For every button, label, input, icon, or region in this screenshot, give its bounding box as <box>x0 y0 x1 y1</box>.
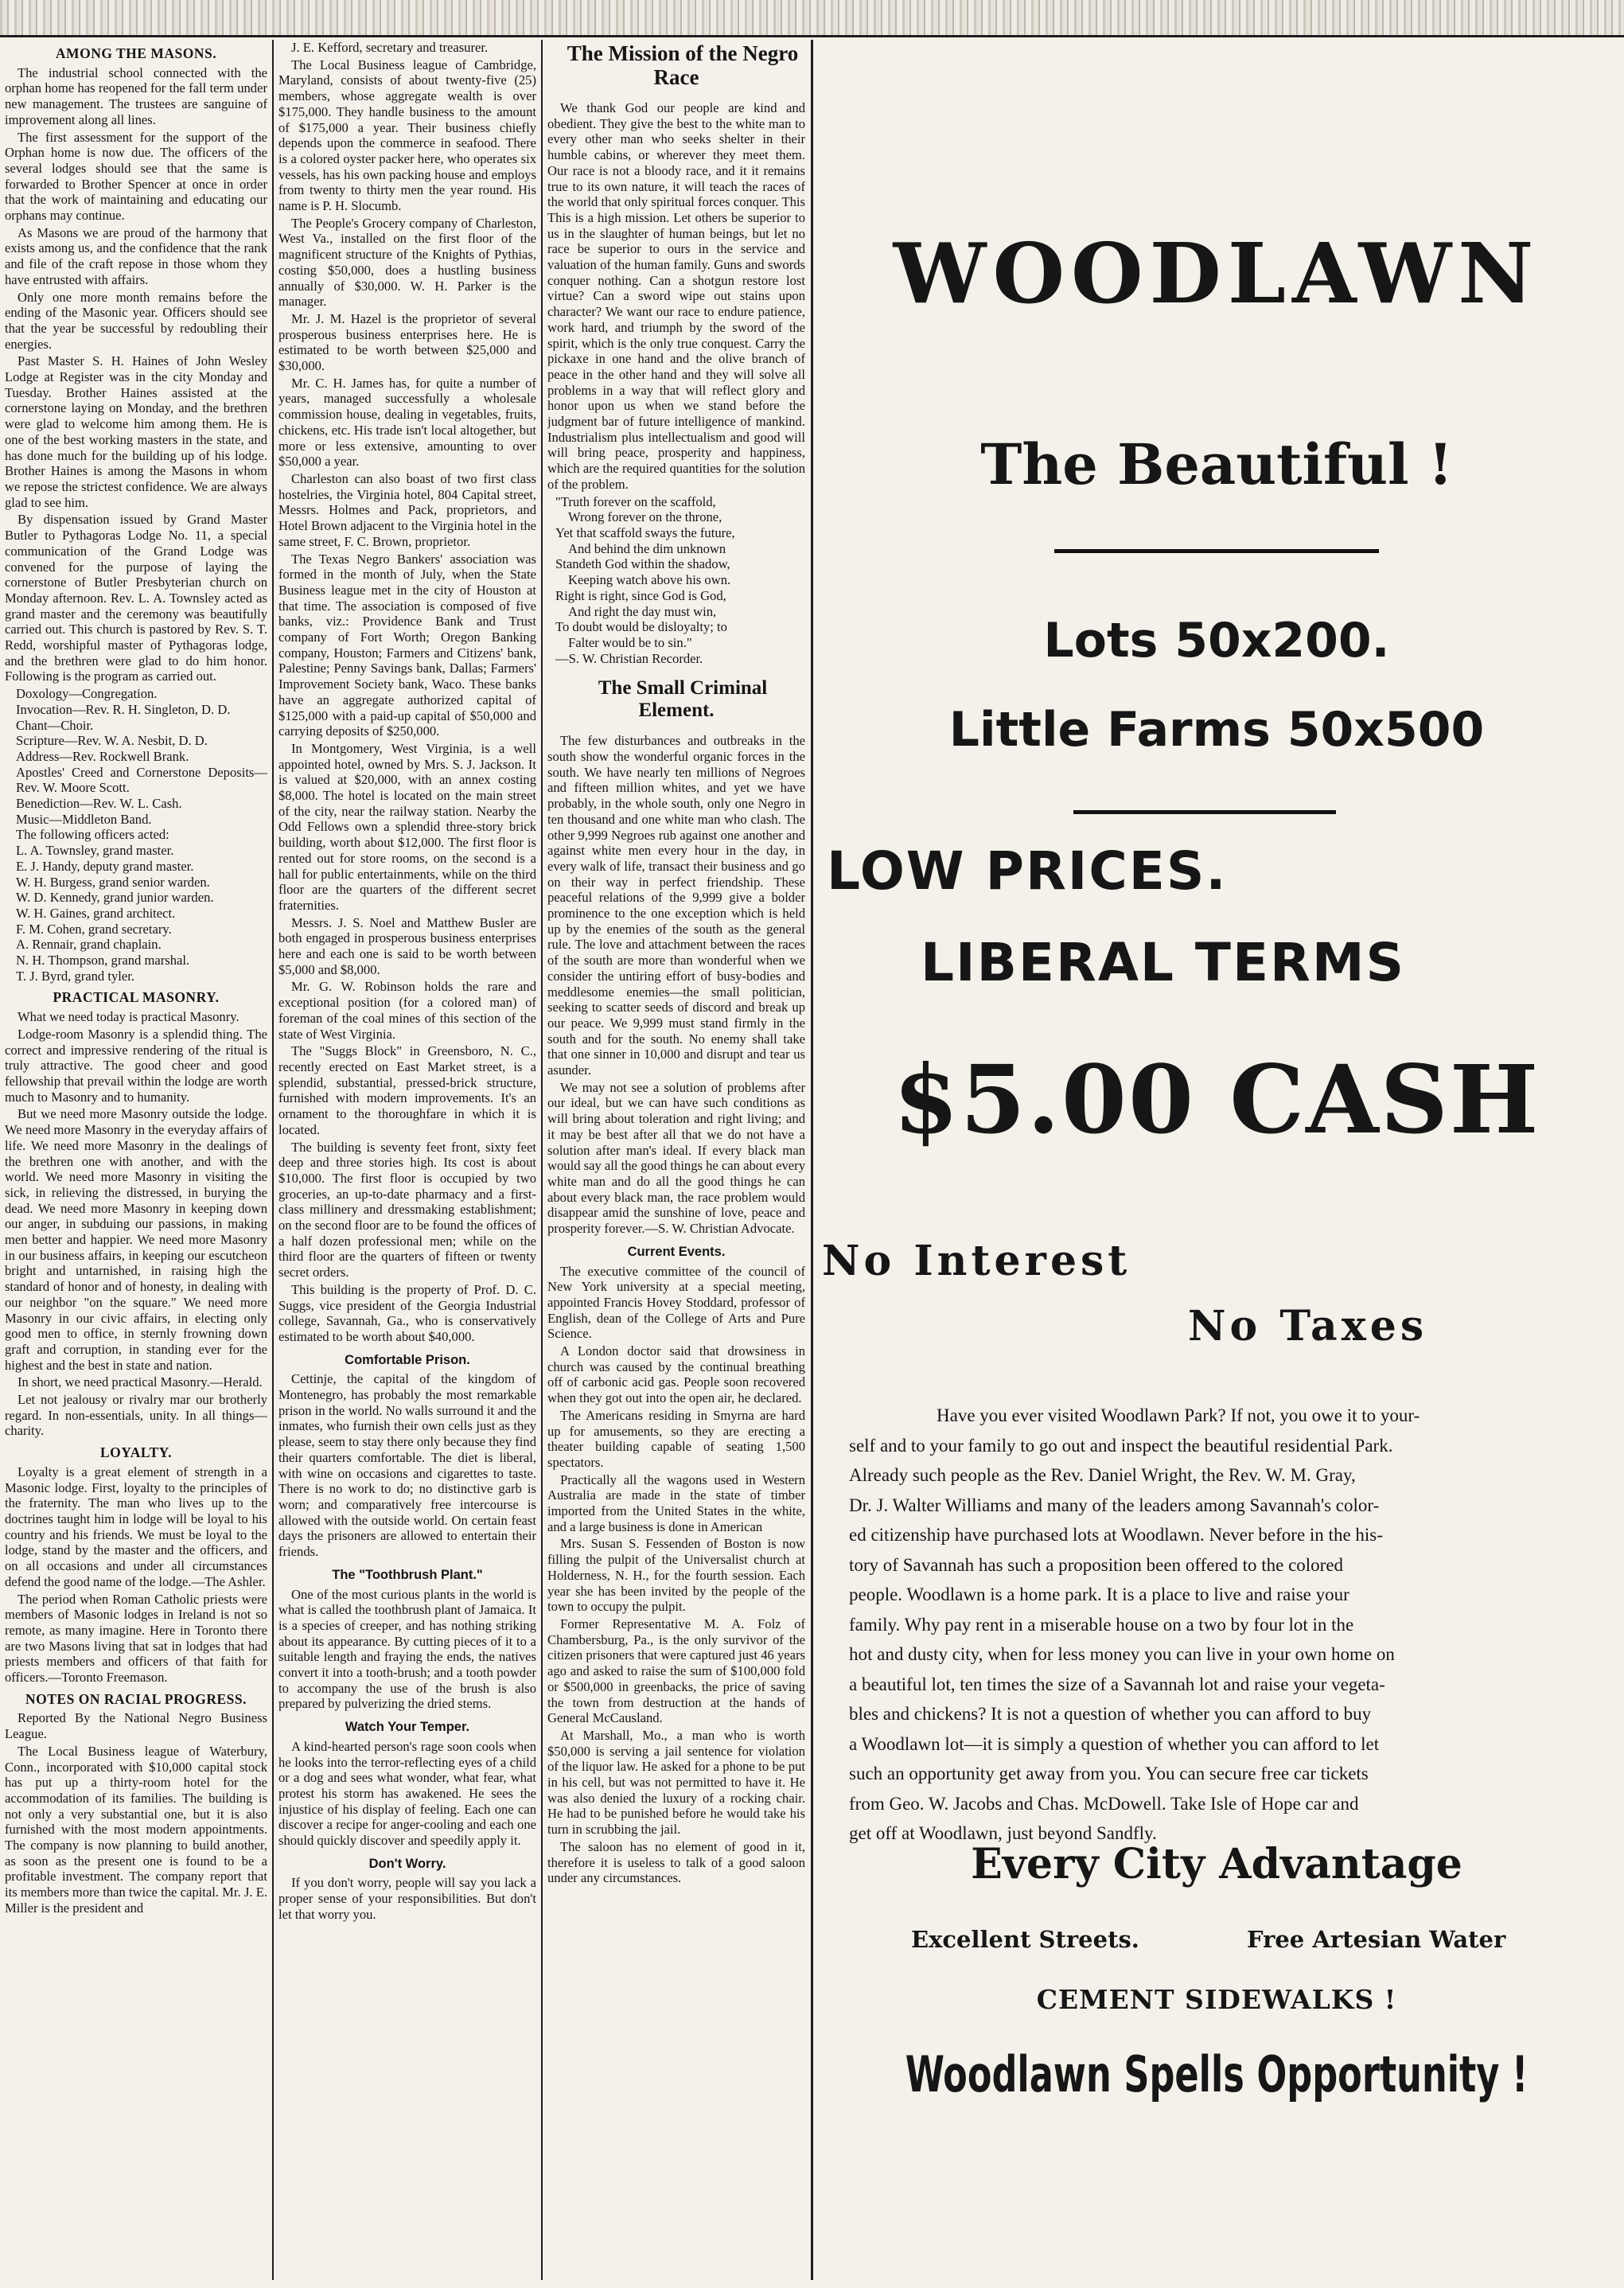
ad-every-city-advantage: Every City Advantage <box>971 1840 1462 1888</box>
article-paragraph: Reported By the National Negro Business League. <box>5 1710 267 1742</box>
article-headline: Watch Your Temper. <box>345 1720 470 1735</box>
article-paragraph: If you don't worry, people will say you lack a proper sense of your responsibilities. But don't let that worry you. <box>278 1875 536 1922</box>
article-paragraph: What we need today is practical Masonry. <box>18 1009 240 1025</box>
ad-spells-opportunity: Woodlawn Spells Opportunity ! <box>905 2045 1529 2103</box>
ad-body-line: get off at Woodlawn, just beyond Sandfly. <box>849 1823 1157 1843</box>
article-paragraph: The Local Business league of Waterbury, Conn., incorporated with $10,000 capital stock has put up a thirty-room hotel for the accommodation of its families. The building is not only a very substantial one, but it is also furnished with the most modern appointments. The company is now planning to build another, as soon as the present one is found to be a profitable investment. The company report that its members more than twice the capital. Mr. J. E. Miller is the president and <box>5 1743 267 1916</box>
ad-body-text <box>849 1401 1597 1849</box>
article-paragraph: The People's Grocery company of Charleston, West Va., installed on the first floor of the magnificent structure of the Knights of Pythias, costing $50,000, does a hustling business annually of $30,000. W. H. Parker is the manager. <box>278 215 536 310</box>
article-paragraph: This building is the property of Prof. D. C. Suggs, vice president of the Georgia Industrial college, Savannah, Ga., who is conservatively estimated to be worth about $40,000. <box>278 1281 536 1344</box>
article-paragraph: In Montgomery, West Virginia, is a well appointed hotel, owned by Mrs. S. J. Jackson. It is valued at $20,000, with an annex costing $8,000. The hotel is located on the main street of the city, near the railway station. Nearby the Odd Fellows own a splendid three-story brick building, worth about $12,000. The first floor is rented out for store rooms, on the second is a hall for public entertainments, while on the third floor are the quarters of the different secret fraternities. <box>278 740 536 913</box>
ad-body-line: people. Woodlawn is a home park. It is a place to live and raise your <box>849 1584 1349 1604</box>
poem-line: Yet that scaffold sways the future, <box>555 524 735 540</box>
article-headline: NOTES ON RACIAL PROGRESS. <box>25 1690 247 1707</box>
ad-cement-sidewalks: CEMENT SIDEWALKS ! <box>1036 1984 1397 2015</box>
ad-body-line: ed citizenship have purchased lots at Woodlawn. Never before in the his- <box>849 1525 1383 1545</box>
poem-line: To doubt would be disloyalty; to <box>555 619 727 635</box>
ad-subtitle: The Beautiful ! <box>980 431 1453 497</box>
article-paragraph: The first assessment for the support of the Orphan home is now due. The officers of the several lodges should see that the same is forwarded to Brother Spencer at once in order that the work of maintaining and educating our orphans may continue. <box>5 129 267 224</box>
top-rule <box>0 35 1624 37</box>
poem-quote <box>547 494 805 667</box>
list-item: Chant—Choir. <box>16 717 94 733</box>
poem-line: —S. W. Christian Recorder. <box>555 650 703 666</box>
article-headline: Comfortable Prison. <box>345 1352 470 1367</box>
ad-low-prices: LOW PRICES. <box>827 840 1228 902</box>
list-item: W. H. Gaines, grand architect. <box>16 905 176 921</box>
article-paragraph: The few disturbances and outbreaks in the south show the wonderful organic forces in the south. We have nearly ten millions of Negroes and fifteen million whites, and yet we have probably, in the whole south, only one Negro in ten thousand and one white man who clash. The other 9,999 Negroes rub against one another and against white men every hour in the day, in every walk of life, transact their business and go on their way in perfect friendship. These peaceful relations of the 9,999 give a bolder prominence to the one exception which is held up by the enemies of the south as the general rule. The love and attachment between the races of the south are more than wonderful when we consider the untiring effort of busy-bodies and meddlesome enemies—the small politician, seeking to scatter seeds of discord and break up our peace. We 9,999 must stand firmly in the south and for the south. No enemy shall take that one sinner in 10,000 and disrupt and tear us asunder. <box>547 733 805 1078</box>
list-item: F. M. Cohen, grand secretary. <box>16 921 172 937</box>
poem-line: Falter would be to sin." <box>568 634 692 650</box>
poem-line: Right is right, since God is God, <box>555 587 726 603</box>
article-paragraph: We may not see a solution of problems after our ideal, but we can have such conditions as will bring about toleration and right living; and it may be best after all that we do not have a solution after man's ideal. If every black man would say all the good things he can about every white man and do all the good things he can about every black man, the race problem would disappear amid the sunshine of love, peace and prosperity forever.—S. W. Christian Advocate. <box>547 1079 805 1237</box>
ad-no-interest: No Interest <box>822 1237 1131 1285</box>
page-top-edge <box>0 0 1624 37</box>
woodlawn-advertisement <box>817 40 1616 2280</box>
article-paragraph: Former Representative M. A. Folz of Chambersburg, Pa., is the only survivor of the citizen prisoners that were captured just 46 years ago and asked to raise the sum of $100,000 fold or $500,000 in greenbacks, the price of saving the town from destruction at the hands of General McCausland. <box>547 1616 805 1726</box>
list-item: T. J. Byrd, grand tyler. <box>16 968 135 984</box>
list-item: W. H. Burgess, grand senior warden. <box>16 874 210 890</box>
poem-line: Standeth God within the shadow, <box>555 556 730 572</box>
list-item: A. Rennair, grand chaplain. <box>16 937 162 953</box>
list-item: Doxology—Congregation. <box>16 686 158 702</box>
ad-lots: Lots 50x200. <box>1043 613 1390 668</box>
poem-line: Wrong forever on the throne, <box>568 509 722 525</box>
article-paragraph: Mrs. Susan S. Fessenden of Boston is now filling the pulpit of the Universalist church at Holderness, N. H., for the fourth session. Each year she has been invited by the people of the town to occupy the pulpit. <box>547 1536 805 1615</box>
list-item: E. J. Handy, deputy grand master. <box>16 858 194 874</box>
ad-free-artesian-water: Free Artesian Water <box>1247 1926 1506 1953</box>
article-paragraph: Past Master S. H. Haines of John Wesley Lodge at Register was in the city Monday and Tuesday. Brother Haines assisted at the cornerstone laying on Monday, and the brethren were glad to welcome him among them. He is one of the best working masters in the state, and has done much for the building up of his lodge. Brother Haines is among the Masons in whom we repose the strictest confidence. We are always glad to see him. <box>5 353 267 510</box>
ad-excellent-streets: Excellent Streets. <box>911 1926 1139 1953</box>
list-item: Invocation—Rev. R. H. Singleton, D. D. <box>16 701 231 717</box>
ad-title: WOODLAWN <box>893 224 1540 322</box>
article-paragraph: The Texas Negro Bankers' association was formed in the month of July, when the State Business league met in the city of Houston at that time. The association is composed of five banks, viz.: Providence Bank and Trust company of Fort Worth; Oregon Banking company, Houston; Farmers and Citizens' bank, Palestine; Penny Savings bank, Dallas; Farmers' Improvement Society bank, Waco. These banks have an aggregate authorized capital of $125,000 with a paid-up capital of $50,000 and carrying deposits of $250,000. <box>278 551 536 739</box>
list-item: L. A. Townsley, grand master. <box>16 843 174 859</box>
poem-line: Keeping watch above his own. <box>568 572 731 588</box>
list-item: Address—Rev. Rockwell Brank. <box>16 748 189 764</box>
ad-body-line: such an opportunity get away from you. You can secure free car tickets <box>849 1764 1369 1783</box>
article-paragraph: Let not jealousy or rivalry mar our brotherly regard. In non-essentials, unity. In all things—charity. <box>5 1392 267 1439</box>
ad-body-line: Have you ever visited Woodlawn Park? If not, you owe it to your- <box>937 1405 1420 1425</box>
poem-line: And behind the dim unknown <box>568 540 726 556</box>
article-headline: The Mission of the Negro Race <box>567 41 799 89</box>
list-item: Music—Middleton Band. <box>16 811 152 827</box>
list-item: The following officers acted: <box>16 827 169 843</box>
article-paragraph: Lodge-room Masonry is a splendid thing. The correct and impressive rendering of the ritual is truly attractive. The good cheer and good fellowship that prevail within the lodge are worth much to Masonry and to humanity. <box>5 1026 267 1105</box>
ad-body-line: a beautiful lot, ten times the size of a Savannah lot and raise your vegeta- <box>849 1674 1385 1694</box>
column-rule-3 <box>811 40 813 2280</box>
article-paragraph: A London doctor said that drowsiness in church was caused by the continual breathing off of carbonic acid gas. People soon recovered when they got out into the open air, he declared. <box>547 1343 805 1406</box>
article-paragraph: Practically all the wagons used in Western Australia are made in the state of timber imported from the United States in the white, and a large business is done in American <box>547 1471 805 1534</box>
poem-line: And right the day must win, <box>568 603 717 619</box>
article-headline: Don't Worry. <box>368 1856 446 1871</box>
ad-body-line: tory of Savannah has such a proposition been offered to the colored <box>849 1554 1344 1575</box>
ad-body-line: Dr. J. Walter Williams and many of the leaders among Savannah's color- <box>849 1495 1380 1515</box>
article-paragraph: The Americans residing in Smyrna are hard up for amusements, so they are erecting a theater building capable of seating 1,500 spectators. <box>547 1407 805 1470</box>
article-paragraph: Mr. G. W. Robinson holds the rare and exceptional position (for a colored man) of foreman of the coal mines of this section of the state of West Virginia. <box>278 979 536 1042</box>
article-paragraph: Loyalty is a great element of strength in a Masonic lodge. First, loyalty to the principles of the fraternity. The man who lives up to the doctrines taught him in lodge will be loyal to his country and his friends. We must be loyal to the lodge, stand by the master and the officers, and on all occasions and under all circumstances defend the good name of the lodge.—The Ashler. <box>5 1464 267 1589</box>
article-paragraph: Mr. C. H. James has, for quite a number of years, managed successfully a wholesale commission house, dealing in vegetables, fruits, chickens, etc. His trade isn't local altogether, but more or less extensive, amounting to over $50,000 a year. <box>278 375 536 470</box>
article-paragraph: The "Suggs Block" in Greensboro, N. C., recently erected on East Market street, is a splendid, substantial, pressed-brick structure, furnished with modern improvements. It's an ornament to the thoroughfare in which it is located. <box>278 1043 536 1137</box>
ad-divider-2 <box>1073 810 1336 814</box>
ad-body-line: family. Why pay rent in a miserable house on a two by four lot in the <box>849 1614 1354 1635</box>
article-paragraph: We thank God our people are kind and obedient. They give the best to the white man to every other man who seeks shelter in their humble cabins, or wherever they meet them. Our race is not a bloody race, and it it remains true to its own nature, it will teach the races of the world that only spiritual forces conquer. This This is a high mission. Let others be superior to us in the slaughter of human beings, but let no race be superior to ours in the service and valuation of the human family. Guns and swords conquer nothing. Can a shotgun restore lost virtue? Can a sword wipe out stains upon character? We want our race to endure patience, work hard, and triumph by the sword of the spirit, which is the only true conquest. Carry the pickaxe in one hand and the olive branch of peace in the other hand and they will solve all problems in a way that will reflect glory and honor upon us when we stand before the judgment bar of future intelligence of mankind. Industrialism plus intellectualism and good will will bring peace, prosperity and happiness, which are the required quantities for the solution of the problem. <box>547 100 805 492</box>
ad-body-line: Already such people as the Rev. Daniel Wright, the Rev. W. M. Gray, <box>849 1465 1356 1485</box>
column-masonic-news <box>5 40 267 2280</box>
ad-little-farms: Little Farms 50x500 <box>948 702 1485 758</box>
article-headline: LOYALTY. <box>99 1444 173 1461</box>
article-headline: Current Events. <box>627 1244 726 1259</box>
column-editorials <box>547 40 805 2280</box>
article-paragraph: In short, we need practical Masonry.—Herald. <box>18 1374 263 1390</box>
article-paragraph: At Marshall, Mo., a man who is worth $50,000 is serving a jail sentence for violation of the liquor law. He asked for a phone to be put in his cell, but was not permitted to have it. He was also denied the luxury of a rocking chair. He had to be punished before he would take his turn in scrubbing the jail. <box>547 1727 805 1838</box>
article-paragraph: The saloon has no element of good in it, therefore it is useless to talk of a good saloon under any circumstances. <box>547 1838 805 1886</box>
list-item: N. H. Thompson, grand marshal. <box>16 953 190 969</box>
ad-body-line: bles and chickens? It is not a question of whether you can afford to buy <box>849 1704 1372 1724</box>
column-business-news <box>278 40 536 2280</box>
ad-divider-1 <box>1054 549 1379 553</box>
article-headline: PRACTICAL MASONRY. <box>53 989 220 1006</box>
list-item: Benediction—Rev. W. L. Cash. <box>16 796 182 812</box>
program-list <box>5 686 267 984</box>
article-paragraph: The building is seventy feet front, sixty feet deep and three stories high. Its cost is about $10,000. The first floor is occupied by two groceries, an up-to-date pharmacy and a first-class millinery and dressmaking establishment; on the second floor are to be found the offices of a half dozen professional men; while on the third floor are the quarters of fifteen or twenty secret orders. <box>278 1139 536 1280</box>
article-paragraph: The period when Roman Catholic priests were members of Masonic lodges in Ireland is not so remote, as many imagine. Here in Toronto there are two Masons living that sat in lodges that had priests members and officers of that faith for officers.—Toronto Freemason. <box>5 1591 267 1686</box>
article-headline: AMONG THE MASONS. <box>55 45 217 61</box>
article-paragraph: A kind-hearted person's rage soon cools when he looks into the terror-reflecting eyes of a child or a dog and sees what wonder, what fear, what protest his storm has awakened. He sees the injustice of his display of feeling. Each one can discover a recipe for anger-cooling and each one should quickly discover and speedily apply it. <box>278 1738 536 1849</box>
article-headline: The "Toothbrush Plant." <box>332 1567 483 1582</box>
list-item: Apostles' Creed and Cornerstone Deposits—Rev. W. Moore Scott. <box>16 764 267 796</box>
article-paragraph: Charleston can also boast of two first class hostelries, the Virginia hotel, 804 Capital street, Messrs. Holmes and Pack, proprietors, and Hotel Brown adjacent to the Virginia hotel in the same street, F. C. Brown, proprietor. <box>278 470 536 549</box>
ad-cash-price: $5.00 CASH <box>893 1044 1540 1155</box>
article-paragraph: One of the most curious plants in the world is what is called the toothbrush plant of Jamaica. It is a species of creeper, and has nothing striking about its appearance. By cutting pieces of it to a suitable length and fraying the ends, the natives convert it into a tooth-brush; and a tooth powder to accompany the use of the brush is also prepared by pulverizing the dried stems. <box>278 1586 536 1712</box>
ad-no-taxes: No Taxes <box>1188 1302 1428 1351</box>
article-paragraph: J. E. Kefford, secretary and treasurer. <box>291 40 489 55</box>
article-paragraph: Messrs. J. S. Noel and Matthew Busler are both engaged in prosperous business enterprises here and each one is said to be worth between $5,000 and $8,000. <box>278 914 536 977</box>
article-paragraph: The executive committee of the council of New York university at a special meeting, appointed Francis Hovey Stoddard, professor of English, dean of the College of Arts and Pure Science. <box>547 1263 805 1342</box>
list-item: W. D. Kennedy, grand junior warden. <box>16 890 214 906</box>
ad-body-line: self and to your family to go out and inspect the beautiful residential Park. <box>849 1435 1393 1456</box>
column-rule-2 <box>541 40 543 2280</box>
article-paragraph: Mr. J. M. Hazel is the proprietor of several prosperous business enterprises here. He is estimated to be worth between $25,000 and $30,000. <box>278 310 536 374</box>
article-headline: The Small Criminal Element. <box>598 677 768 722</box>
column-rule-1 <box>272 40 274 2280</box>
list-item: Scripture—Rev. W. A. Nesbit, D. D. <box>16 733 208 749</box>
article-paragraph: The Local Business league of Cambridge, Maryland, consists of about twenty-five (25) members, whose aggregate wealth is over $175,000. They handle business to the amount of $175,000 a year. Their business chiefly depends upon the commerce in seafood. There is a colored oyster packer here, who operates six vessels, has his own packing house and employs from twenty to thirty men the year round. His name is P. H. Slocumb. <box>278 57 536 214</box>
poem-line: "Truth forever on the scaffold, <box>555 493 716 509</box>
article-paragraph: Only one more month remains before the ending of the Masonic year. Officers should see that the year be successful by redoubling their energies. <box>5 289 267 352</box>
ad-liberal-terms: LIBERAL TERMS <box>921 932 1406 993</box>
ad-body-line: hot and dusty city, when for less money you can live in your own home on <box>849 1644 1395 1664</box>
ad-body-line: from Geo. W. Jacobs and Chas. McDowell. Take Isle of Hope car and <box>849 1793 1359 1814</box>
article-paragraph: By dispensation issued by Grand Master Butler to Pythagoras Lodge No. 11, a special communication of the Grand Lodge was convened for the purpose of laying the cornerstone of Butler Presbyterian church on Monday afternoon. Rev. L. A. Townsley acted as grand master and the ceremony was beautifully carried out. This church is pastored by Rev. S. T. Redd, worshipful master of Pythagoras lodge, and the brethren were glad to do him honor. Following is the program as carried out. <box>5 512 267 684</box>
article-paragraph: As Masons we are proud of the harmony that exists among us, and the confidence that the rank and file of the craft repose in those whom they have entrusted with affairs. <box>5 224 267 287</box>
article-paragraph: Cettinje, the capital of the kingdom of Montenegro, has probably the most remarkable prison in the world. No walls surround it and the inmates, who furnish their own cells just as they please, seem to stay there only because they find their quarters comfortable. The diet is liberal, with wine on occasions and cigarettes to taste. There is no work to do; no distinctive garb is worn; and comparatively free intercourse is allowed with the outside world. On certain feast days the prisoners are allowed to entertain their friends. <box>278 1371 536 1560</box>
ad-body-line: a Woodlawn lot—it is simply a question of whether you can afford to let <box>849 1733 1380 1754</box>
article-paragraph: The industrial school connected with the orphan home has reopened for the fall term under new management. The trustees are sanguine of improvement along all lines. <box>5 64 267 127</box>
article-paragraph: But we need more Masonry outside the lodge. We need more Masonry in the everyday affairs of life. We need more Masonry in the dealings of the brethren one with another, and with the world. We need more Masonry in visiting the sick, in relieving the distressed, in burying the dead. We need more Masonry in keeping down our anger, in subduing our passions, in making men better and happier. We need more Masonry in our business affairs, in keeping our escutcheon bright and untarnished, in raising high the standard of honor and of honesty, in dealing with our neighbor "on the square." We need more Masonry in our civic affairs, in electing only good men to office, in sternly frowning down graft and corruption, in standing ever for the highest and the best in state and nation. <box>5 1106 267 1373</box>
